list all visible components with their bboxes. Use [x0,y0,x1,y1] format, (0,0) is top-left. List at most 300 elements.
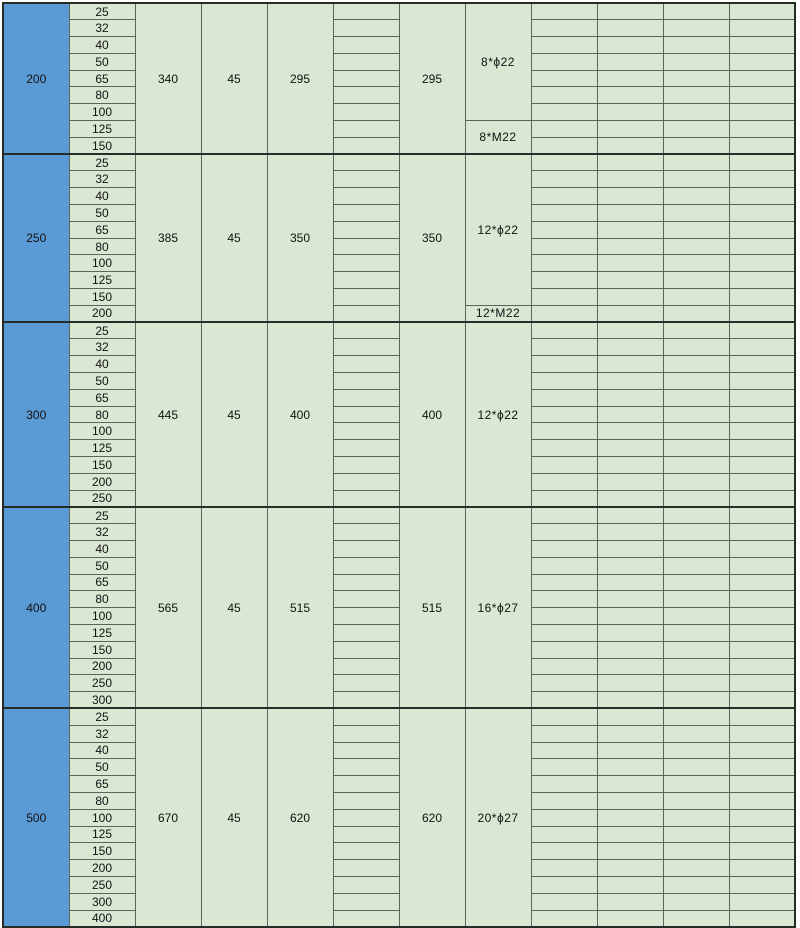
blank-cell [333,238,399,255]
blank-cell [597,507,663,524]
blank-cell [531,893,597,910]
blank-cell [729,692,795,709]
blank-cell [333,289,399,306]
thickness-cell: 45 [201,3,267,154]
blank-cell [333,876,399,893]
blank-cell [333,104,399,121]
blank-cell [729,221,795,238]
blank-cell [663,20,729,37]
blank-cell [597,860,663,877]
bolt-spec-cell: 20*ϕ27 [465,708,531,926]
blank-cell [597,322,663,339]
blank-cell [597,373,663,390]
size-cell: 40 [69,356,135,373]
blank-cell [729,624,795,641]
size-cell: 150 [69,457,135,474]
blank-cell [333,37,399,54]
blank-cell [333,860,399,877]
blank-cell [729,893,795,910]
blank-cell [531,389,597,406]
blank-cell [531,238,597,255]
blank-cell [729,725,795,742]
size-cell: 32 [69,20,135,37]
blank-cell [663,289,729,306]
blank-cell [597,826,663,843]
blank-cell [663,725,729,742]
size-cell: 150 [69,289,135,306]
size-cell: 25 [69,3,135,20]
blank-cell [333,305,399,322]
blank-cell [597,339,663,356]
blank-cell [531,860,597,877]
blank-cell [531,591,597,608]
blank-cell [531,339,597,356]
blank-cell [729,423,795,440]
blank-cell [531,423,597,440]
blank-cell [531,675,597,692]
blank-cell [729,574,795,591]
blank-cell [663,322,729,339]
blank-cell [597,574,663,591]
blank-cell [663,591,729,608]
size-cell: 300 [69,692,135,709]
bolt-circle-2-cell: 350 [399,154,465,322]
blank-cell [531,759,597,776]
blank-cell [663,37,729,54]
blank-cell [663,3,729,20]
size-cell: 125 [69,440,135,457]
blank-cell [531,121,597,138]
size-cell: 100 [69,104,135,121]
size-cell: 100 [69,255,135,272]
blank-cell [597,289,663,306]
bolt-spec-cell: 12*M22 [465,305,531,322]
blank-cell [531,457,597,474]
blank-cell [597,154,663,171]
blank-cell [531,608,597,625]
length-cell: 340 [135,3,201,154]
blank-cell [333,893,399,910]
blank-cell [597,557,663,574]
blank-cell [663,389,729,406]
blank-cell [597,87,663,104]
blank-cell [531,272,597,289]
table-row [3,322,795,339]
blank-cell [531,221,597,238]
size-cell: 65 [69,776,135,793]
dn-group-cell: 500 [3,708,69,926]
size-cell: 25 [69,154,135,171]
blank-cell [333,440,399,457]
blank-cell [663,188,729,205]
blank-cell [597,20,663,37]
blank-cell [663,876,729,893]
blank-cell [597,541,663,558]
blank-cell [333,406,399,423]
bolt-circle-1-cell: 295 [267,3,333,154]
blank-cell [729,557,795,574]
blank-cell [531,473,597,490]
blank-cell [597,3,663,20]
blank-cell [531,624,597,641]
blank-cell [729,440,795,457]
blank-cell [597,406,663,423]
blank-cell [531,574,597,591]
size-cell: 65 [69,389,135,406]
blank-cell [729,406,795,423]
size-cell: 200 [69,473,135,490]
blank-cell [333,541,399,558]
blank-cell [597,473,663,490]
blank-cell [333,205,399,222]
blank-cell [729,70,795,87]
bolt-circle-2-cell: 400 [399,322,465,507]
blank-cell [333,608,399,625]
blank-cell [663,658,729,675]
blank-cell [333,3,399,20]
size-cell: 40 [69,742,135,759]
blank-cell [597,591,663,608]
blank-cell [729,289,795,306]
blank-cell [597,423,663,440]
blank-cell [663,843,729,860]
blank-cell [597,305,663,322]
blank-cell [729,104,795,121]
size-cell: 40 [69,188,135,205]
blank-cell [729,154,795,171]
blank-cell [729,591,795,608]
blank-cell [531,255,597,272]
blank-cell [333,473,399,490]
blank-cell [597,171,663,188]
size-cell: 65 [69,221,135,238]
dn-group-cell: 300 [3,322,69,507]
blank-cell [333,389,399,406]
blank-cell [663,457,729,474]
blank-cell [531,641,597,658]
bolt-circle-1-cell: 515 [267,507,333,709]
blank-cell [531,876,597,893]
thickness-cell: 45 [201,708,267,926]
blank-cell [597,524,663,541]
blank-cell [597,742,663,759]
blank-cell [729,641,795,658]
blank-cell [729,490,795,507]
size-cell: 32 [69,524,135,541]
size-cell: 50 [69,557,135,574]
blank-cell [531,70,597,87]
blank-cell [333,641,399,658]
blank-cell [333,373,399,390]
blank-cell [663,826,729,843]
blank-cell [333,121,399,138]
bolt-circle-2-cell: 515 [399,507,465,709]
blank-cell [597,70,663,87]
blank-cell [663,205,729,222]
blank-cell [663,675,729,692]
blank-cell [597,440,663,457]
size-cell: 40 [69,541,135,558]
blank-cell [729,843,795,860]
table-row [3,3,795,20]
blank-cell [333,658,399,675]
blank-cell [663,70,729,87]
blank-cell [663,893,729,910]
bolt-spec-cell: 8*ϕ22 [465,3,531,121]
blank-cell [663,255,729,272]
blank-cell [729,137,795,154]
blank-cell [663,557,729,574]
blank-cell [531,910,597,927]
blank-cell [663,759,729,776]
blank-cell [729,238,795,255]
blank-cell [663,473,729,490]
blank-cell [663,776,729,793]
size-cell: 50 [69,759,135,776]
blank-cell [597,641,663,658]
blank-cell [729,608,795,625]
table-row [3,708,795,725]
blank-cell [531,843,597,860]
size-cell: 100 [69,423,135,440]
blank-cell [333,809,399,826]
blank-cell [663,305,729,322]
blank-cell [729,473,795,490]
blank-cell [333,322,399,339]
size-cell: 65 [69,574,135,591]
blank-cell [663,809,729,826]
size-cell: 32 [69,725,135,742]
table-row [3,507,795,524]
blank-cell [333,356,399,373]
blank-cell [597,809,663,826]
blank-cell [531,524,597,541]
blank-cell [333,792,399,809]
blank-cell [663,624,729,641]
size-cell: 150 [69,137,135,154]
blank-cell [333,557,399,574]
blank-cell [663,356,729,373]
thickness-cell: 45 [201,322,267,507]
blank-cell [597,104,663,121]
table-row [3,154,795,171]
blank-cell [597,675,663,692]
blank-cell [531,440,597,457]
blank-cell [729,305,795,322]
blank-cell [333,692,399,709]
blank-cell [663,87,729,104]
size-cell: 400 [69,910,135,927]
bolt-circle-2-cell: 295 [399,3,465,154]
blank-cell [729,541,795,558]
size-cell: 50 [69,373,135,390]
blank-cell [729,339,795,356]
blank-cell [597,876,663,893]
blank-cell [333,171,399,188]
size-cell: 125 [69,624,135,641]
size-cell: 100 [69,809,135,826]
blank-cell [531,708,597,725]
length-cell: 385 [135,154,201,322]
blank-cell [333,742,399,759]
size-cell: 40 [69,37,135,54]
blank-cell [729,188,795,205]
blank-cell [531,289,597,306]
blank-cell [333,910,399,927]
blank-cell [597,457,663,474]
size-cell: 200 [69,860,135,877]
size-cell: 200 [69,658,135,675]
blank-cell [663,154,729,171]
blank-cell [729,742,795,759]
blank-cell [333,759,399,776]
blank-cell [597,53,663,70]
size-cell: 250 [69,876,135,893]
blank-cell [531,373,597,390]
size-cell: 50 [69,205,135,222]
size-cell: 250 [69,675,135,692]
blank-cell [663,171,729,188]
dn-group-cell: 250 [3,154,69,322]
blank-cell [531,541,597,558]
blank-cell [663,423,729,440]
blank-cell [729,205,795,222]
spec-table-body [3,3,795,927]
size-cell: 100 [69,608,135,625]
size-cell: 150 [69,641,135,658]
blank-cell [531,137,597,154]
size-cell: 125 [69,121,135,138]
blank-cell [333,188,399,205]
blank-cell [333,675,399,692]
size-cell: 125 [69,826,135,843]
blank-cell [597,608,663,625]
bolt-circle-1-cell: 400 [267,322,333,507]
blank-cell [663,490,729,507]
blank-cell [663,121,729,138]
blank-cell [729,457,795,474]
size-cell: 25 [69,708,135,725]
blank-cell [663,708,729,725]
blank-cell [729,809,795,826]
length-cell: 445 [135,322,201,507]
blank-cell [663,406,729,423]
size-cell: 25 [69,322,135,339]
blank-cell [531,188,597,205]
blank-cell [531,725,597,742]
bolt-spec-cell: 16*ϕ27 [465,507,531,709]
blank-cell [333,53,399,70]
blank-cell [729,3,795,20]
blank-cell [333,524,399,541]
size-cell: 300 [69,893,135,910]
blank-cell [663,792,729,809]
size-cell: 25 [69,507,135,524]
blank-cell [729,87,795,104]
blank-cell [333,490,399,507]
blank-cell [597,37,663,54]
blank-cell [333,255,399,272]
blank-cell [531,792,597,809]
size-cell: 80 [69,87,135,104]
blank-cell [531,507,597,524]
blank-cell [663,221,729,238]
blank-cell [333,70,399,87]
blank-cell [729,171,795,188]
blank-cell [729,860,795,877]
blank-cell [729,826,795,843]
blank-cell [663,641,729,658]
blank-cell [663,507,729,524]
size-cell: 80 [69,792,135,809]
blank-cell [663,272,729,289]
blank-cell [597,389,663,406]
bolt-circle-2-cell: 620 [399,708,465,926]
blank-cell [663,860,729,877]
blank-cell [531,20,597,37]
blank-cell [531,490,597,507]
blank-cell [597,910,663,927]
length-cell: 670 [135,708,201,926]
blank-cell [729,776,795,793]
blank-cell [729,708,795,725]
blank-cell [531,742,597,759]
blank-cell [597,624,663,641]
blank-cell [729,876,795,893]
size-cell: 32 [69,171,135,188]
blank-cell [729,255,795,272]
blank-cell [531,154,597,171]
blank-cell [531,104,597,121]
blank-cell [663,608,729,625]
blank-cell [597,792,663,809]
blank-cell [729,356,795,373]
blank-cell [663,742,729,759]
blank-cell [531,809,597,826]
blank-cell [729,322,795,339]
blank-cell [663,339,729,356]
blank-cell [729,524,795,541]
size-cell: 200 [69,305,135,322]
blank-cell [729,910,795,927]
blank-cell [729,20,795,37]
bolt-spec-cell: 8*M22 [465,121,531,155]
blank-cell [531,53,597,70]
size-cell: 80 [69,238,135,255]
blank-cell [663,574,729,591]
bolt-circle-1-cell: 350 [267,154,333,322]
dn-group-cell: 200 [3,3,69,154]
thickness-cell: 45 [201,154,267,322]
blank-cell [531,171,597,188]
blank-cell [531,305,597,322]
blank-cell [597,188,663,205]
blank-cell [333,725,399,742]
blank-cell [597,272,663,289]
size-cell: 65 [69,70,135,87]
blank-cell [597,843,663,860]
blank-cell [663,524,729,541]
blank-cell [597,692,663,709]
blank-cell [597,121,663,138]
blank-cell [597,658,663,675]
blank-cell [597,356,663,373]
blank-cell [333,624,399,641]
blank-cell [333,154,399,171]
blank-cell [333,339,399,356]
blank-cell [597,205,663,222]
blank-cell [531,87,597,104]
